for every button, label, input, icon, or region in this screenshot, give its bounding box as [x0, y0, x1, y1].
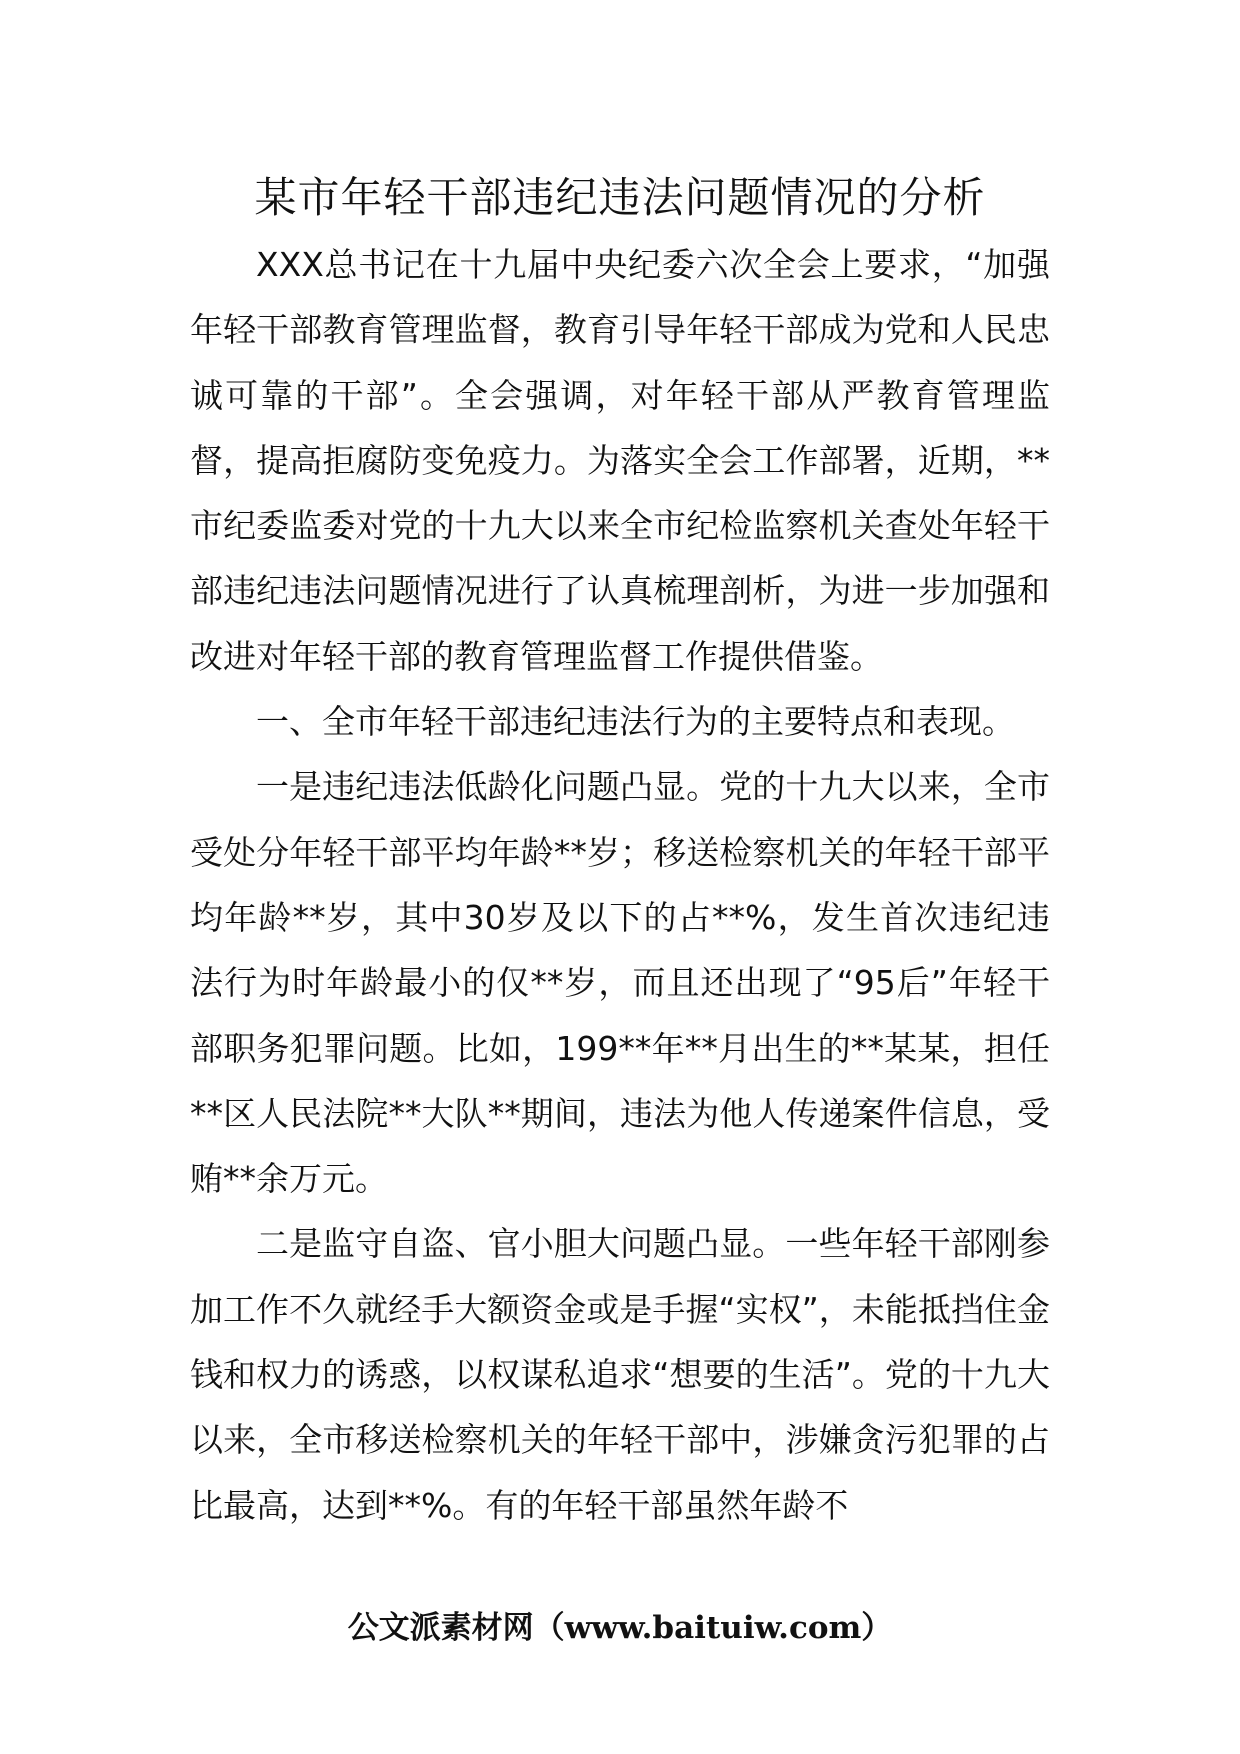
document-body — [190, 232, 1050, 1538]
paragraph-intro: XXX总书记在十九届中央纪委六次全会上要求，“加强年轻干部教育管理监督，教育引导年轻干部成为党和人民忠诚可靠的干部”。全会强调，对年轻干部从严教育管理监督，提高拒腐防变免疫力。为落实全会工作部署，近期，**市纪委监委对党的十九大以来全市纪检监察机关查处年轻干部违纪违法问题情况进行了认真梳理剖析，为进一步加强和改进对年轻干部的教育管理监督工作提供借鉴。 — [190, 245, 1050, 676]
section-heading: 一、全市年轻干部违纪违法行为的主要特点和表现。 — [256, 702, 1015, 742]
footer-watermark: 公文派素材网（www.baituiw.com） — [347, 1610, 893, 1646]
paragraph-point-one: 一是违纪违法低龄化问题凸显。党的十九大以来，全市受处分年轻干部平均年龄**岁；移送检察机关的年轻干部平均年龄**岁，其中30岁及以下的占**%，发生首次违纪违法行为时年龄最小的仅**岁，而且还出现了“95后”年轻干部职务犯罪问题。比如，199**年**月出生的**某某，担任**区人民法院**大队**期间，违法为他人传递案件信息，受贿**余万元。 — [190, 767, 1050, 1199]
document-title: 某市年轻干部违纪违法问题情况的分析 — [254, 173, 986, 222]
paragraph-point-two: 二是监守自盗、官小胆大问题凸显。一些年轻干部刚参加工作不久就经手大额资金或是手握“实权”，未能抵挡住金钱和权力的诱惑，以权谋私追求“想要的生活”。党的十九大以来，全市移送检察机关的年轻干部中，涉嫌贪污犯罪的占比最高，达到**%。有的年轻干部虽然年龄不 — [190, 1224, 1050, 1525]
